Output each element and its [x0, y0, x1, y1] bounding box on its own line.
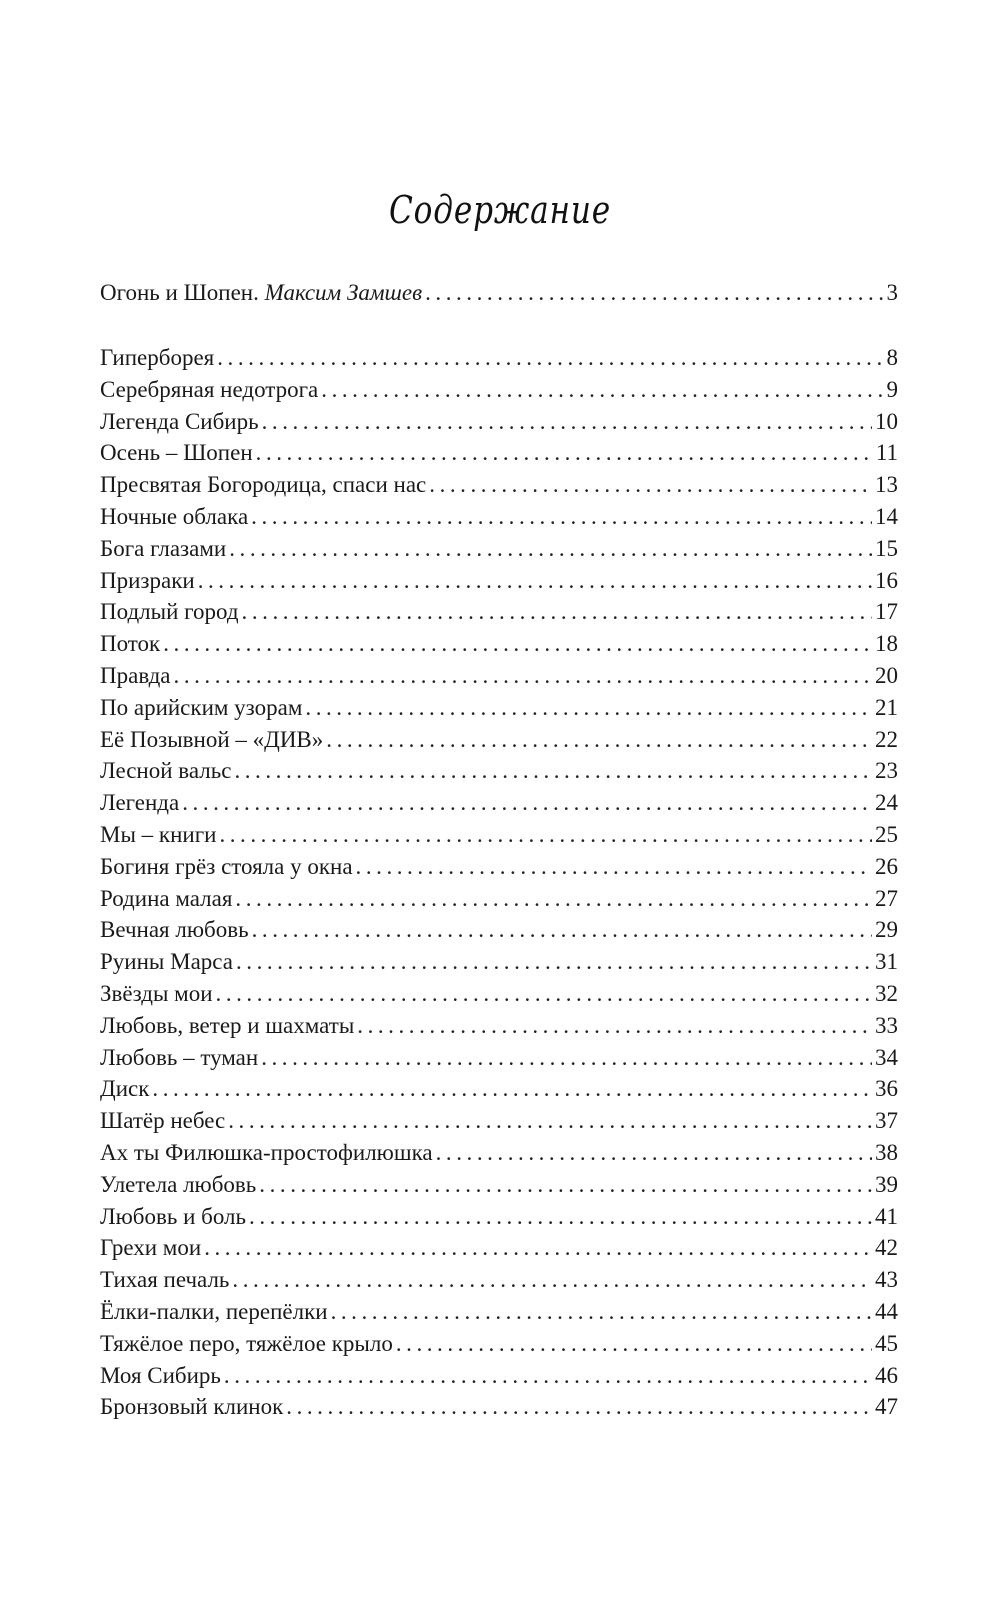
toc-entry-title: Любовь и боль [100, 1203, 247, 1229]
toc-entry-page: 31 [875, 949, 898, 975]
dot-leader [242, 596, 872, 628]
toc-entry [100, 1232, 898, 1264]
toc-entry-page: 47 [875, 1394, 898, 1420]
toc-entry-title: Легенда [100, 790, 180, 816]
dot-leader [217, 342, 883, 374]
toc-entry-title: Руины Марса [100, 949, 233, 975]
dot-leader [357, 1010, 872, 1042]
toc-entry-page: 8 [886, 345, 898, 370]
toc-entry-page: 13 [875, 472, 898, 498]
page-title: Содержание [389, 188, 611, 232]
toc-entry-page: 24 [875, 790, 898, 816]
toc-entry-page: 43 [875, 1267, 898, 1293]
toc-entry-title: Правда [100, 662, 171, 688]
toc-entry [100, 1105, 898, 1137]
dot-leader [229, 533, 872, 565]
toc-entry-title: Ёлки-палки, перепёлки [100, 1298, 328, 1324]
toc-entry-title: Тяжёлое перо, тяжёлое крыло [100, 1330, 393, 1356]
toc-entry-page: 3 [886, 280, 898, 305]
toc-entry-page: 22 [875, 726, 898, 752]
toc-entry-title: Родина малая [100, 885, 233, 911]
toc-entry [100, 1010, 898, 1042]
toc-list [100, 342, 898, 1423]
toc-entry-page: 39 [875, 1171, 898, 1197]
dot-leader [396, 1328, 872, 1360]
toc-entry-page: 9 [886, 376, 898, 402]
toc-entry [100, 755, 898, 787]
dot-leader [261, 1042, 872, 1074]
toc-entry-page: 45 [875, 1330, 898, 1356]
dot-leader [219, 819, 872, 851]
toc-entry-title: Её Позывной – «ДИВ» [100, 726, 324, 752]
toc-entry-page: 10 [875, 408, 898, 434]
toc-entry-title: Тихая печаль [100, 1267, 230, 1293]
dot-leader [256, 437, 873, 469]
toc-entry-title: Вечная любовь [100, 917, 249, 943]
toc-entry-title: По арийским узорам [100, 694, 303, 720]
dot-leader [228, 1105, 872, 1137]
toc-entry-page: 17 [875, 599, 898, 625]
dot-leader [216, 978, 872, 1010]
dot-leader [182, 787, 872, 819]
toc-entry-page: 27 [875, 885, 898, 911]
toc-entry-title: Улетела любовь [100, 1171, 257, 1197]
toc-entry-page: 44 [875, 1298, 898, 1324]
toc-entry-title: Богиня грёз стояла у окна [100, 853, 353, 879]
toc-entry [100, 692, 898, 724]
toc-entry [100, 1169, 898, 1201]
toc-entry-title: Диск [100, 1076, 150, 1102]
toc-entry-title: Шатёр небес [100, 1108, 226, 1134]
toc-entry [100, 883, 898, 915]
toc-entry [100, 1201, 898, 1233]
toc-entry [100, 1042, 898, 1074]
dot-leader [321, 374, 883, 406]
toc-entry-title: Звёзды мои [100, 980, 213, 1006]
toc-entry-title: Гиперборея [100, 345, 215, 370]
toc-entry-page: 11 [875, 440, 898, 466]
toc-entry-page: 21 [875, 694, 898, 720]
toc-entry-page: 26 [875, 853, 898, 879]
dot-leader [286, 1391, 872, 1423]
dot-leader [252, 914, 872, 946]
toc-entry-page: 33 [875, 1012, 898, 1038]
toc-entry-title: Ночные облака [100, 503, 249, 529]
toc-entry [100, 1391, 898, 1423]
toc-entry-title: Подлый город [100, 599, 239, 625]
toc-entry-page: 34 [875, 1044, 898, 1070]
toc-entry [100, 342, 898, 374]
toc-entry-page: 41 [875, 1203, 898, 1229]
toc-entry-page: 18 [875, 631, 898, 657]
toc-entry [100, 851, 898, 883]
dot-leader [174, 660, 872, 692]
toc-entry-title: Любовь – туман [100, 1044, 259, 1070]
toc-entry-page: 37 [875, 1108, 898, 1134]
toc-entry [100, 565, 898, 597]
toc-entry-title: Мы – книги [100, 821, 217, 847]
dot-leader [234, 755, 872, 787]
toc-entry-title: Пресвятая Богородица, спаси нас [100, 472, 427, 498]
toc-entry-title: Осень – Шопен [100, 440, 253, 466]
dot-leader [436, 1137, 872, 1169]
toc-entry-title: Серебряная недотрога [100, 376, 319, 402]
dot-leader [204, 1232, 872, 1264]
toc-entry [100, 914, 898, 946]
toc-entry-page: 15 [875, 535, 898, 561]
toc-entry [100, 1360, 898, 1392]
intro-title: Огонь и Шопен. [100, 280, 265, 305]
toc-entry-page: 23 [875, 758, 898, 784]
dot-leader [326, 724, 872, 756]
dot-leader [232, 1264, 872, 1296]
toc-entry [100, 406, 898, 438]
dot-leader [235, 883, 872, 915]
toc-entry-title: Бронзовый клинок [100, 1394, 284, 1420]
toc-entry-title: Любовь, ветер и шахматы [100, 1012, 355, 1038]
dot-leader [425, 277, 883, 309]
toc-entry-title: Ах ты Филюшка-простофилюшка [100, 1139, 433, 1165]
toc-entry [100, 819, 898, 851]
toc-entry [100, 946, 898, 978]
toc-entry [100, 628, 898, 660]
toc-entry [100, 978, 898, 1010]
toc-entry [100, 1264, 898, 1296]
toc-entry [100, 501, 898, 533]
toc-entry [100, 437, 898, 469]
toc-entry [100, 1073, 898, 1105]
toc-entry-title: Лесной вальс [100, 758, 232, 784]
dot-leader [259, 1169, 872, 1201]
toc-entry [100, 660, 898, 692]
toc-entry [100, 374, 898, 406]
toc-entry-title: Поток [100, 631, 161, 657]
toc-entry [100, 469, 898, 501]
dot-leader [198, 565, 872, 597]
toc-entry [100, 724, 898, 756]
toc-entry-page: 20 [875, 662, 898, 688]
dot-leader [305, 692, 872, 724]
dot-leader [262, 406, 872, 438]
dot-leader [249, 1201, 872, 1233]
toc-entry-page: 29 [875, 917, 898, 943]
toc-entry [100, 596, 898, 628]
toc-entry-page: 46 [875, 1362, 898, 1388]
toc-entry-page: 16 [875, 567, 898, 593]
toc-entry-title [100, 277, 422, 309]
toc-entry-page: 25 [875, 821, 898, 847]
dot-leader [163, 628, 872, 660]
toc-entry [100, 1137, 898, 1169]
toc-entry-title: Легенда Сибирь [100, 408, 259, 434]
dot-leader [236, 946, 872, 978]
toc-entry [100, 533, 898, 565]
toc-entry-title: Моя Сибирь [100, 1362, 221, 1388]
toc-entry-title: Бога глазами [100, 535, 227, 561]
toc-entry-title: Грехи мои [100, 1235, 202, 1261]
toc-entry-page: 38 [875, 1139, 898, 1165]
dot-leader [152, 1073, 872, 1105]
intro-author: Максим Замшев [264, 280, 423, 305]
toc-entry-title: Призраки [100, 567, 195, 593]
toc-entry [100, 787, 898, 819]
dot-leader [429, 469, 872, 501]
toc-entry-page: 42 [875, 1235, 898, 1261]
toc-entry-page: 14 [875, 503, 898, 529]
toc-entry [100, 1328, 898, 1360]
toc-entry-page: 36 [875, 1076, 898, 1102]
toc-entry-page: 32 [875, 980, 898, 1006]
dot-leader [331, 1296, 872, 1328]
toc-entry [100, 1296, 898, 1328]
dot-leader [224, 1360, 872, 1392]
toc-intro-entry [100, 277, 898, 309]
dot-leader [251, 501, 872, 533]
dot-leader [356, 851, 872, 883]
